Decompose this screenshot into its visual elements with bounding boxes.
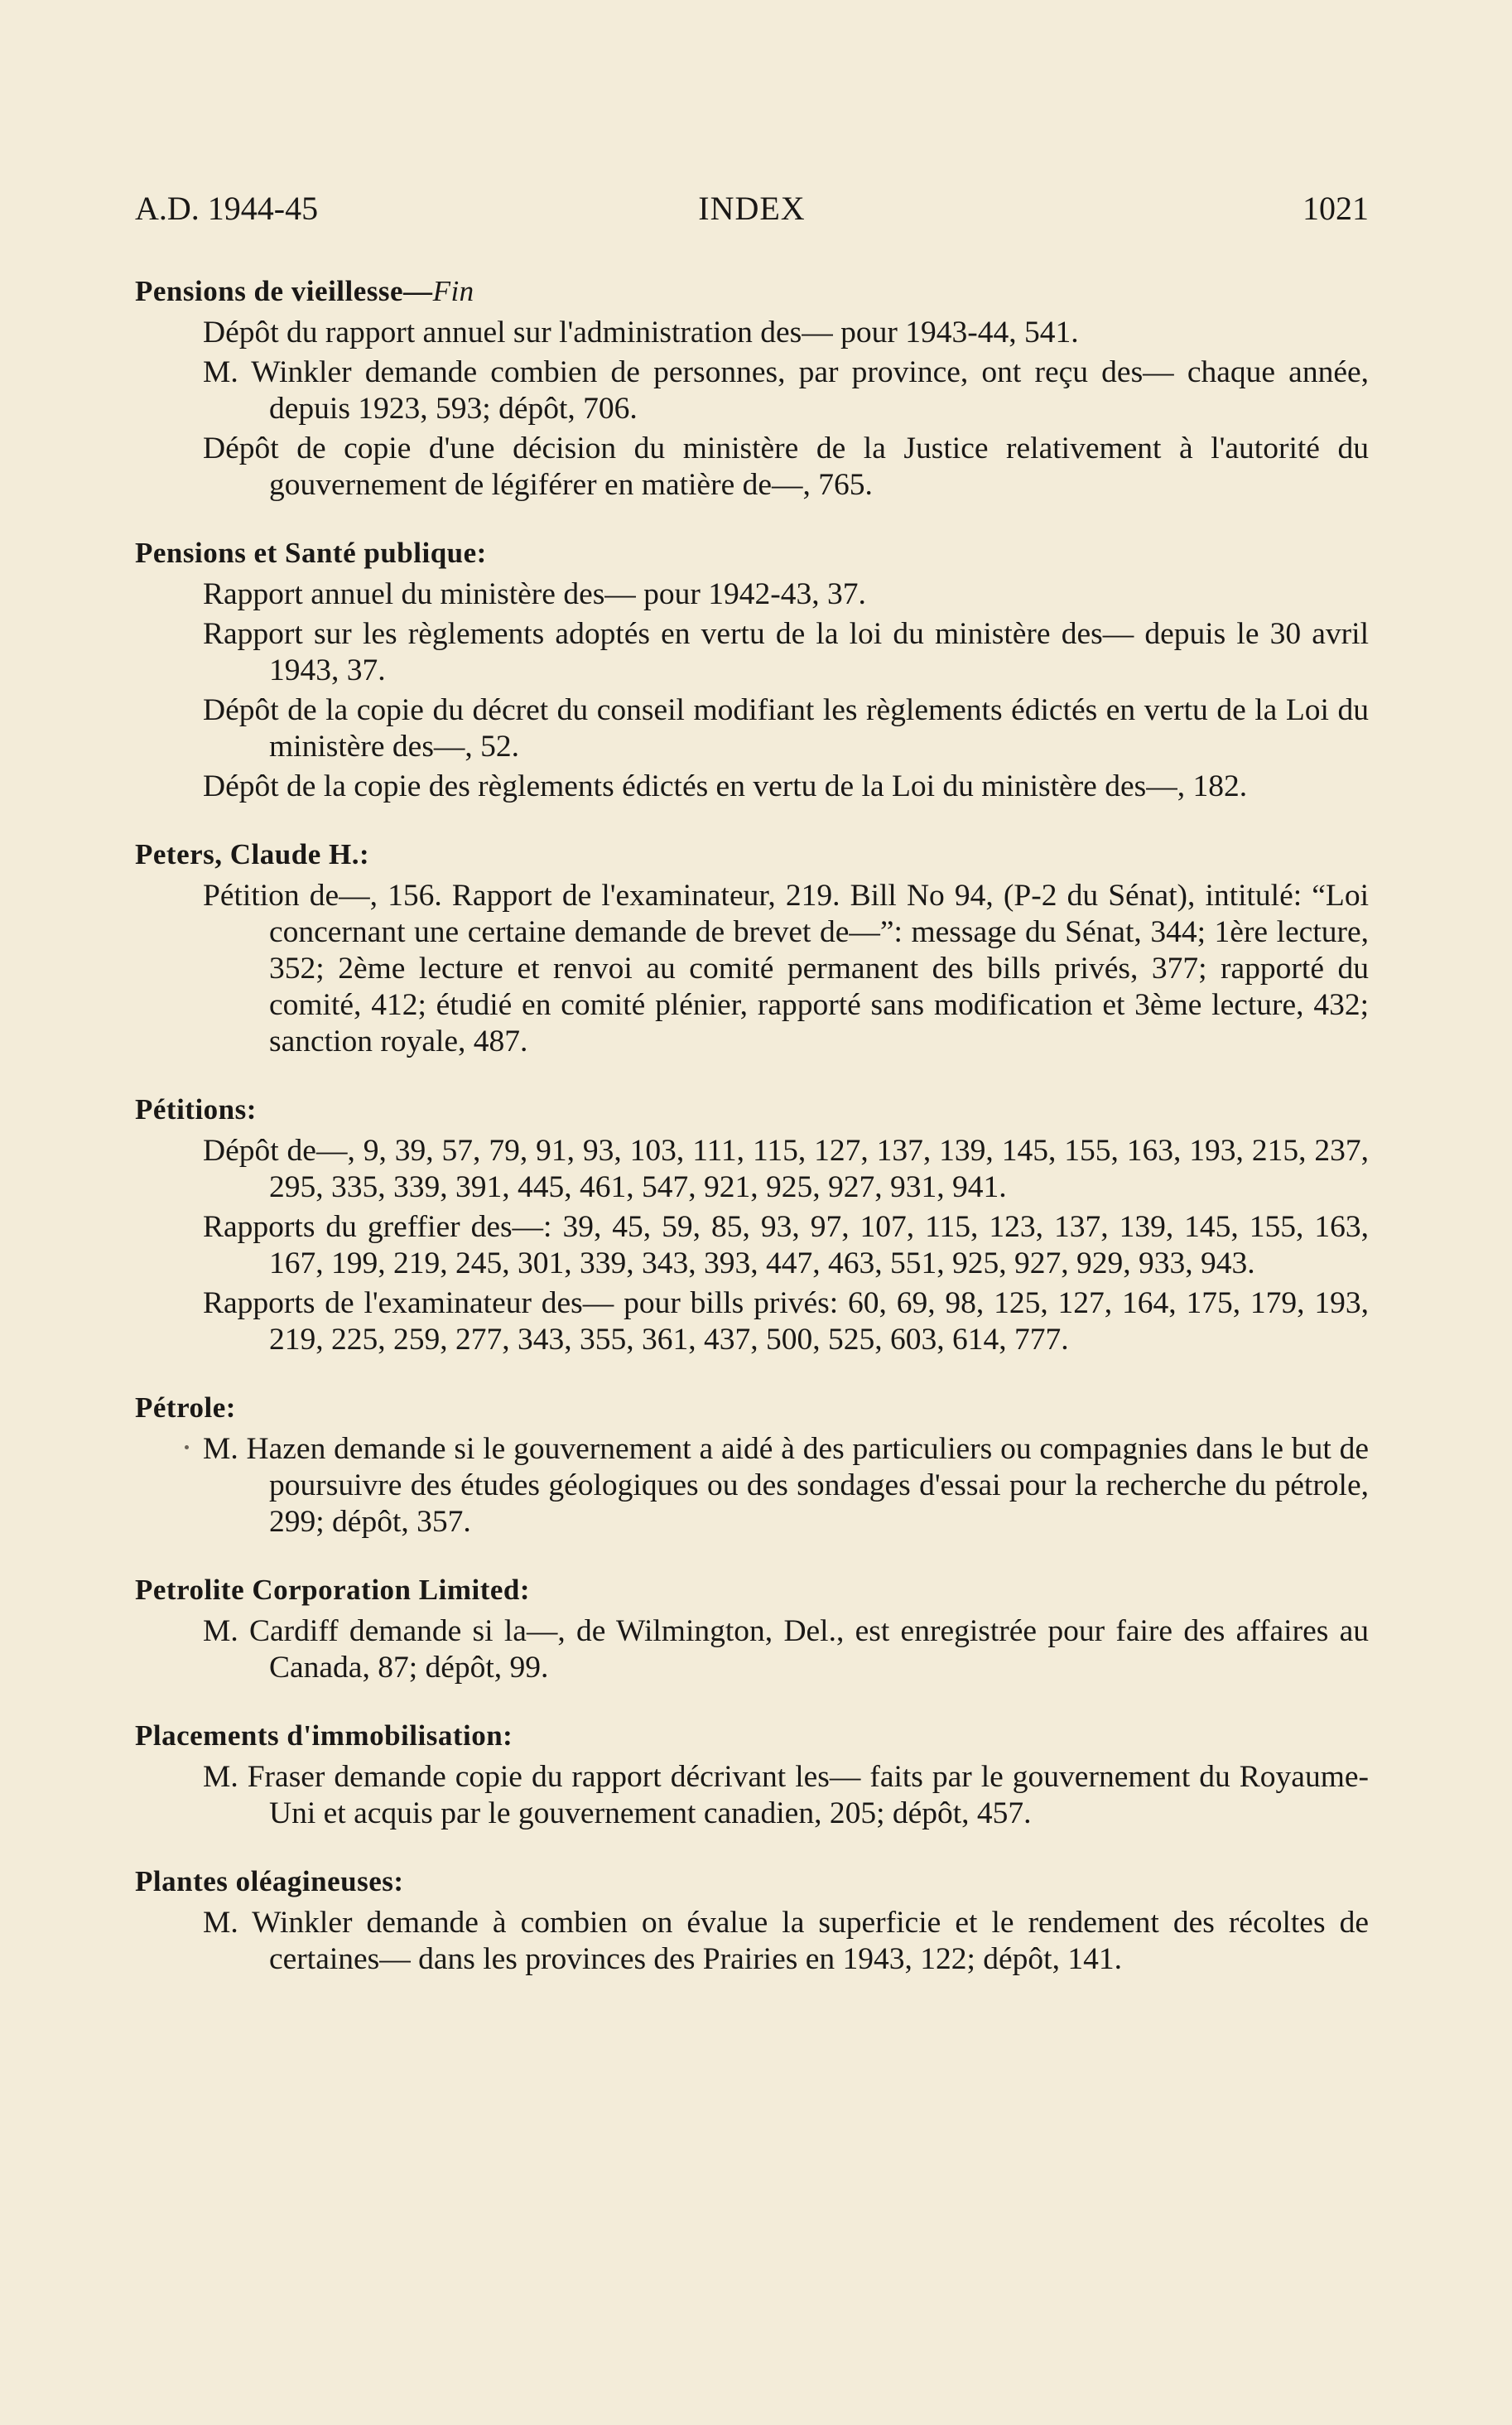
index-entries — [135, 273, 1369, 2009]
sub-entry: Dépôt de—, 9, 39, 57, 79, 91, 93, 103, 111, 115, 127, 137, 139, 145, 155, 163, 193, 215, 237, 295, 335, 339, 391, 445, 461, 547, 921, 925, 927, 931, 941. — [203, 1134, 1369, 1204]
sub-entry: Pétition de—, 156. Rapport de l'examinateur, 219. Bill No 94, (P-2 du Sénat), intitulé: “Loi concernant une certaine demande de brevet de—”: message du Sénat, 344; 1ère lecture, 352; 2ème lecture et renvoi au comité permanent des bills privés, 377; rapporté du comité, 412; étudié en comité plénier, rapporté sans modification et 3ème lecture, 432; sanction royale, 487. — [203, 879, 1369, 1058]
index-entry — [135, 1390, 1369, 1540]
sub-entry: M. Cardiff demande si la—, de Wilmington, Del., est enregistrée pour faire des affaires au Canada, 87; dépôt, 99. — [203, 1614, 1369, 1685]
index-entry — [135, 273, 1369, 504]
entry-heading — [135, 1092, 1369, 1128]
entry-heading-text: Pétrole: — [135, 1391, 236, 1424]
entry-heading-text: Pétitions: — [135, 1093, 257, 1126]
entry-heading — [135, 273, 1369, 310]
index-entry — [135, 1572, 1369, 1686]
index-entry — [135, 1718, 1369, 1832]
sub-entry: Rapports de l'examinateur des— pour bills privés: 60, 69, 98, 125, 127, 164, 175, 179, 193, 219, 225, 259, 277, 343, 355, 361, 437, 500, 525, 603, 614, 777. — [203, 1286, 1369, 1357]
entry-heading — [135, 1572, 1369, 1608]
sub-entry: Dépôt de la copie du décret du conseil modifiant les règlements édictés en vertu de la Loi du ministère des—, 52. — [203, 693, 1369, 764]
index-entry — [135, 1863, 1369, 1978]
header-title: INDEX — [698, 190, 806, 227]
entry-heading-text: Pensions et Santé publique: — [135, 537, 487, 569]
header-year: A.D. 1944-45 — [135, 190, 319, 227]
entry-heading — [135, 1718, 1369, 1754]
index-entry — [135, 836, 1369, 1060]
entry-heading-text: Petrolite Corporation Limited: — [135, 1574, 531, 1606]
sub-entry: M. Winkler demande combien de personnes, par province, ont reçu des— chaque année, depuis 1923, 593; dépôt, 706. — [203, 355, 1369, 426]
entry-heading — [135, 535, 1369, 571]
sub-entry: Dépôt de copie d'une décision du ministère de la Justice relativement à l'autorité du gouvernement de légiférer en matière de—, 765. — [203, 431, 1369, 502]
entry-heading-text: Peters, Claude H.: — [135, 838, 370, 870]
index-entry — [135, 535, 1369, 805]
running-header — [135, 184, 1369, 234]
entry-heading — [135, 836, 1369, 873]
entry-heading-suffix: Fin — [432, 275, 474, 307]
sub-entry: Dépôt du rapport annuel sur l'administration des— pour 1943-44, 541. — [203, 316, 1079, 350]
print-speck — [185, 1445, 189, 1449]
sub-entry: Rapports du greffier des—: 39, 45, 59, 85, 93, 97, 107, 115, 123, 137, 139, 145, 155, 163, 167, 199, 219, 245, 301, 339, 343, 393, 447, 463, 551, 925, 927, 929, 933, 943. — [203, 1210, 1369, 1280]
entry-heading-text: Placements d'immobilisation: — [135, 1719, 513, 1752]
page-number: 1021 — [1303, 190, 1369, 227]
sub-entry: Rapport sur les règlements adoptés en vertu de la loi du ministère des— depuis le 30 avril 1943, 37. — [203, 617, 1369, 687]
sub-entry: Dépôt de la copie des règlements édictés en vertu de la Loi du ministère des—, 182. — [203, 769, 1248, 803]
entry-heading — [135, 1390, 1369, 1426]
sub-entry: M. Fraser demande copie du rapport décrivant les— faits par le gouvernement du Royaume-Uni et acquis par le gouvernement canadien, 205; dépôt, 457. — [203, 1760, 1369, 1830]
sub-entry: M. Hazen demande si le gouvernement a aidé à des particuliers ou compagnies dans le but de poursuivre des études géologiques ou des sondages d'essai pour la recherche du pétrole, 299; dépôt, 357. — [203, 1432, 1369, 1539]
index-entry — [135, 1092, 1369, 1358]
entry-heading-text: Pensions de vieillesse— — [135, 275, 433, 307]
sub-entry: M. Winkler demande à combien on évalue la superficie et le rendement des récoltes de certaines— dans les provinces des Prairies en 1943, 122; dépôt, 141. — [203, 1906, 1369, 1976]
sub-entry: Rapport annuel du ministère des— pour 1942-43, 37. — [203, 577, 866, 611]
entry-heading-text: Plantes oléagineuses: — [135, 1865, 404, 1897]
entry-heading — [135, 1863, 1369, 1900]
